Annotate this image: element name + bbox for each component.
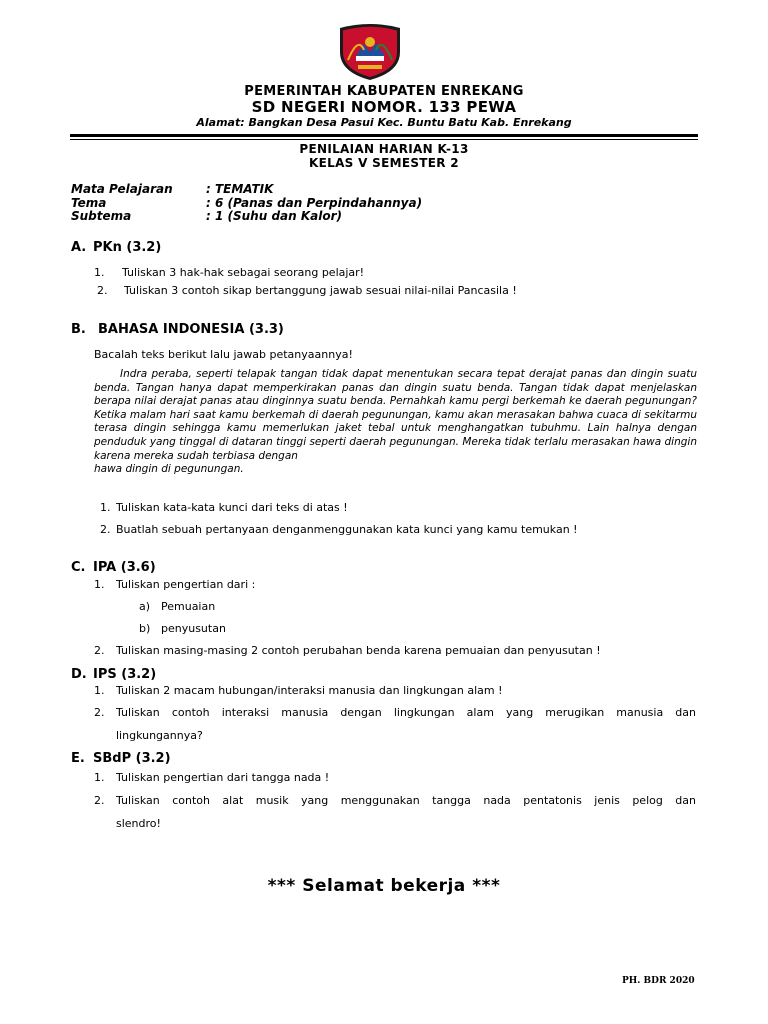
section-e-heading [71, 751, 171, 766]
question-number: 1. [94, 771, 105, 784]
section-letter: D. [71, 667, 87, 682]
section-title: IPS (3.2) [93, 667, 157, 682]
section-a-heading [71, 240, 161, 255]
header-divider-thick [70, 134, 698, 137]
section-c-heading [71, 560, 156, 575]
meta-row-subtheme [71, 210, 422, 224]
question-d2-line-2: lingkungannya? [116, 729, 203, 742]
reading-passage [94, 368, 697, 477]
question-text: Tuliskan masing-masing 2 contoh perubahan benda karena pemuaian dan penyusutan ! [116, 644, 601, 657]
section-b-heading [71, 322, 284, 337]
question-number: 2. [94, 794, 105, 807]
question-number: 2. [97, 284, 108, 297]
meta-value: : 1 (Suhu dan Kalor) [206, 209, 343, 223]
school-address: Alamat: Bangkan Desa Pasui Kec. Buntu Batu Kab. Enrekang [196, 116, 572, 129]
sub-question-letter: b) [139, 622, 151, 635]
question-text: Buatlah sebuah pertanyaan denganmenggunakan kata kunci yang kamu temukan ! [116, 523, 578, 536]
meta-row-subject [71, 183, 422, 197]
section-letter: B. [71, 322, 86, 337]
meta-value: : TEMATIK [206, 182, 274, 196]
footer-code: PH. BDR 2020 [622, 976, 695, 986]
question-number: 1. [94, 684, 105, 697]
section-letter: E. [71, 751, 85, 766]
question-text: Tuliskan pengertian dari tangga nada ! [116, 771, 330, 784]
meta-key: Subtema [71, 209, 132, 223]
question-d2-line-1: Tuliskan contoh interaksi manusia dengan lingkungan alam yang merugikan manusia dan [116, 706, 696, 719]
question-e2-line-2: slendro! [116, 817, 161, 830]
section-title: BAHASA INDONESIA (3.3) [98, 322, 284, 337]
header-divider-thin [70, 139, 698, 140]
question-number: 2. [100, 523, 111, 536]
closing-message: *** Selamat bekerja *** [267, 876, 501, 896]
question-number: 1. [94, 266, 105, 279]
meta-key: Mata Pelajaran [71, 182, 173, 196]
sub-question-letter: a) [139, 600, 151, 613]
meta-row-theme [71, 197, 422, 211]
question-text: Tuliskan 3 contoh sikap bertanggung jawab sesuai nilai-nilai Pancasila ! [124, 284, 517, 297]
question-text: Tuliskan kata-kata kunci dari teks di atas ! [116, 501, 348, 514]
section-letter: A. [71, 240, 87, 255]
exam-title-line-1: PENILAIAN HARIAN K-13 [299, 142, 469, 156]
question-text: Tuliskan 3 hak-hak sebagai seorang pelajar! [122, 266, 365, 279]
sub-question-text: penyusutan [161, 622, 226, 635]
exam-meta [71, 183, 422, 224]
government-line: PEMERINTAH KABUPATEN ENREKANG [244, 84, 524, 99]
question-number: 1. [100, 501, 111, 514]
reading-paragraph: Indra peraba, seperti telapak tangan tidak dapat menentukan secara tepat derajat panas dan dingin suatu benda. Tangan hanya dapat memperkirakan panas dan dingin suatu benda. Tangan tidak dapat menjelaskan berapa nilai derajat panas atau dinginnya suatu benda. Pernahkah kamu pergi berkemah ke daerah pegunungan? Ketika malam hari saat kamu berkemah di daerah pegunungan, kamu akan merasakan bahwa cuaca di sekitarmu terasa dingin sehingga kamu memerlukan jaket tebal untuk menghangatkan tubuhmu. Lain halnya dengan penduduk yang tinggal di dataran tinggi seperti daerah pegunungan. Mereka tidak terlalu merasakan hawa dingin karena mereka sudah terbiasa dengan [94, 368, 697, 462]
section-letter: C. [71, 560, 86, 575]
question-number: 1. [94, 578, 105, 591]
question-number: 2. [94, 706, 105, 719]
meta-value: : 6 (Panas dan Perpindahannya) [206, 195, 423, 210]
section-title: PKn (3.2) [93, 240, 162, 255]
question-text: Tuliskan pengertian dari : [116, 578, 256, 591]
question-text: Tuliskan 2 macam hubungan/interaksi manusia dan lingkungan alam ! [116, 684, 503, 697]
exam-title [0, 142, 768, 170]
exam-title-line-2: KELAS V SEMESTER 2 [309, 156, 459, 170]
meta-key: Tema [71, 195, 107, 210]
question-e2-line-1: Tuliskan contoh alat musik yang menggunakan tangga nada pentatonis jenis pelog dan [116, 794, 696, 807]
reading-last-line: hawa dingin di pegunungan. [94, 463, 244, 476]
question-number: 2. [94, 644, 105, 657]
section-d-heading [71, 667, 156, 682]
regency-shield-emblem-icon [334, 22, 406, 82]
section-title: SBdP (3.2) [93, 751, 171, 766]
reading-instruction: Bacalah teks berikut lalu jawab petanyaannya! [94, 348, 353, 361]
sub-question-text: Pemuaian [161, 600, 216, 613]
school-name: SD NEGERI NOMOR. 133 PEWA [251, 98, 517, 116]
section-title: IPA (3.6) [93, 560, 156, 575]
